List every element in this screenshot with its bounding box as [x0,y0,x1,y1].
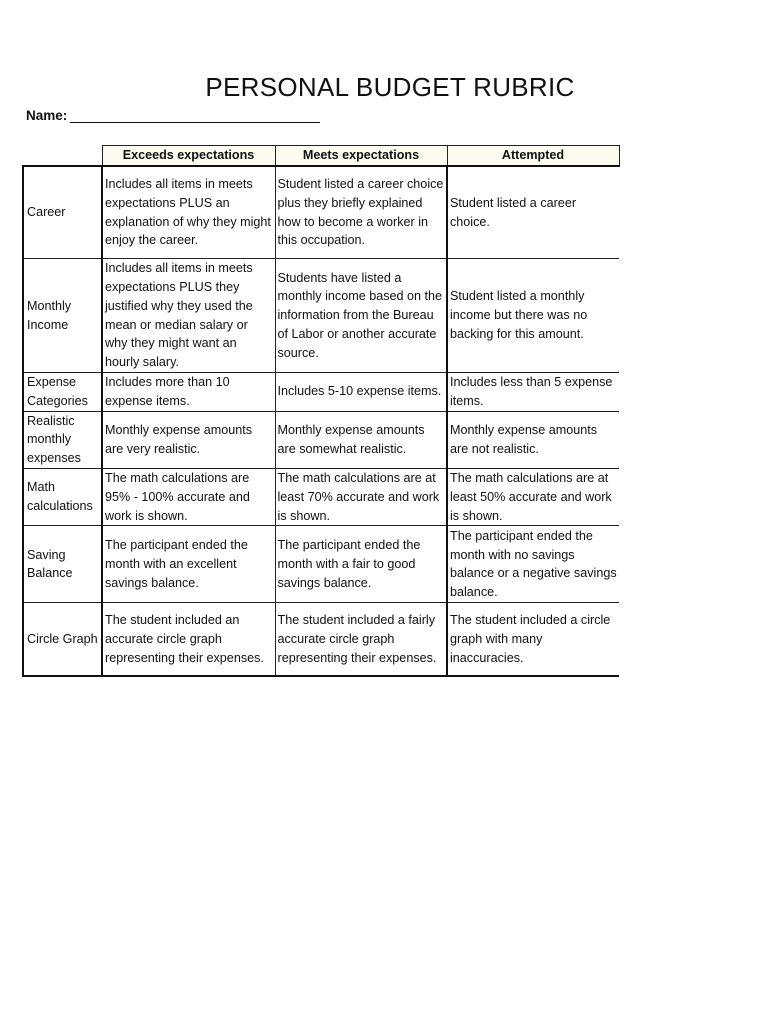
header-row [23,146,619,166]
header-attempted: Attempted [447,146,619,166]
cell-meets: Students have listed a monthly income based on the information from the Bureau of Labor or another accurate source. [275,259,447,373]
header-meets: Meets expectations [275,146,447,166]
cell-meets: Student listed a career choice plus they briefly explained how to become a worker in this occupation. [275,166,447,259]
cell-attempted: The math calculations are at least 50% accurate and work is shown. [447,469,619,526]
row-category: Math calculations [23,469,102,526]
cell-exceeds: The participant ended the month with an excellent savings balance. [102,526,275,603]
table-row [23,259,619,373]
cell-attempted: Student listed a monthly income but there was no backing for this amount. [447,259,619,373]
table-row [23,603,619,676]
table-row [23,469,619,526]
row-category: Circle Graph [23,603,102,676]
cell-exceeds: The math calculations are 95% - 100% accurate and work is shown. [102,469,275,526]
cell-meets: Monthly expense amounts are somewhat realistic. [275,411,447,468]
row-category: Expense Categories [23,373,102,412]
name-blank-line [70,114,320,123]
cell-attempted: Monthly expense amounts are not realistic. [447,411,619,468]
cell-meets: Includes 5-10 expense items. [275,373,447,412]
row-category: Saving Balance [23,526,102,603]
cell-exceeds: Includes all items in meets expectations PLUS they justified why they used the mean or median salary or why they might want an hourly salary. [102,259,275,373]
cell-attempted: Includes less than 5 expense items. [447,373,619,412]
name-label: Name: [26,108,68,123]
rubric-table [22,145,620,677]
cell-exceeds: Includes all items in meets expectations PLUS an explanation of why they might enjoy the career. [102,166,275,259]
cell-exceeds: Monthly expense amounts are very realistic. [102,411,275,468]
header-corner [23,146,102,166]
cell-meets: The math calculations are at least 70% accurate and work is shown. [275,469,447,526]
header-exceeds: Exceeds expectations [102,146,275,166]
row-category: Realistic monthly expenses [23,411,102,468]
cell-exceeds: Includes more than 10 expense items. [102,373,275,412]
row-category: Monthly Income [23,259,102,373]
cell-attempted: The participant ended the month with no savings balance or a negative savings balance. [447,526,619,603]
cell-meets: The participant ended the month with a fair to good savings balance. [275,526,447,603]
table-row [23,166,619,259]
row-category: Career [23,166,102,259]
table-row [23,526,619,603]
table-row [23,373,619,412]
cell-attempted: The student included a circle graph with many inaccuracies. [447,603,619,676]
cell-attempted: Student listed a career choice. [447,166,619,259]
page-title: PERSONAL BUDGET RUBRIC [205,72,575,102]
cell-exceeds: The student included an accurate circle graph representing their expenses. [102,603,275,676]
table-row [23,411,619,468]
cell-meets: The student included a fairly accurate circle graph representing their expenses. [275,603,447,676]
